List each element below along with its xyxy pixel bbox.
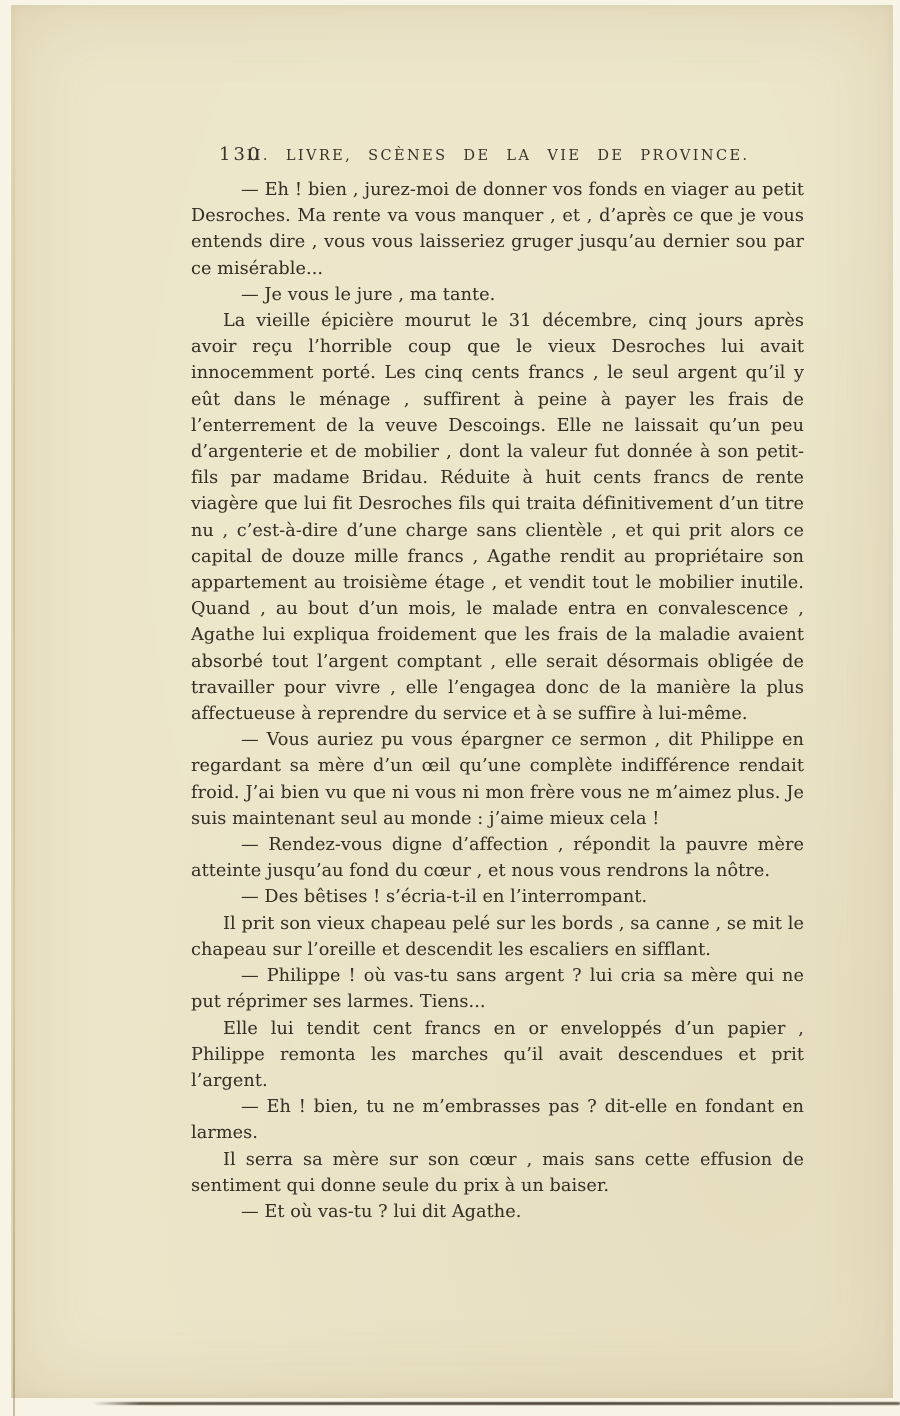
running-title: II. LIVRE, SCÈNES DE LA VIE DE PROVINCE. xyxy=(246,148,750,164)
text-block xyxy=(191,177,804,1225)
page-bottom-edge xyxy=(92,1402,900,1405)
paragraph-9: Elle lui tendit cent francs en or enveloppés d’un papier , Philippe remonta les marches qu’il avait descendues et prit l’argent. xyxy=(191,1018,804,1091)
paragraph-11: Il serra sa mère sur son cœur , mais sans cette effusion de sentiment qui donne seule du prix à un baiser. xyxy=(191,1149,804,1196)
paragraph-5: — Rendez-vous digne d’affection , répondit la pauvre mère atteinte jusqu’au fond du cœur , et nous vous rendrons la nôtre. xyxy=(191,835,804,882)
page-left-edge xyxy=(13,0,15,1416)
book-page xyxy=(11,5,893,1398)
paragraph-1: — Eh ! bien , jurez-moi de donner vos fonds en viager au petit Desroches. Ma rente va vous manquer , et , d’après ce que je vous entends dire , vous vous laisseriez gruger jusqu’au dernier sou par ce misérable... xyxy=(191,180,804,279)
paragraph-8: — Philippe ! où vas-tu sans argent ? lui cria sa mère qui ne put réprimer ses larmes. Tiens... xyxy=(191,966,804,1013)
paragraph-3: La vieille épicière mourut le 31 décembre, cinq jours après avoir reçu l’horrible coup que le vieux Desroches lui avait innocemment porté. Les cinq cents francs , le seul argent qu’il y eût dans le ménage , suffirent à peine à payer les frais de l’enterrement de la veuve Descoings. Elle ne laissait qu’un peu d’argenterie et de mobilier , dont la valeur fut donnée à son petit-fils par madame Bridau. Réduite à huit cents francs de rente viagère que lui fit Desroches fils qui traita définitivement d’un titre nu , c’est-à-dire d’une charge sans clientèle , et qui prit alors ce capital de douze mille francs , Agathe rendit au propriétaire son appartement au troisième étage , et vendit tout le mobilier inutile. Quand , au bout d’un mois, le malade entra en convalescence , Agathe lui expliqua froidement que les frais de la maladie avaient absorbé tout l’argent comptant , elle serait désormais obligée de travailler pour vivre , elle l’engagea donc de la manière la plus affectueuse à reprendre du service et à se suffire à lui-même. xyxy=(191,311,804,725)
paragraph-2: — Je vous le jure , ma tante. xyxy=(241,284,496,305)
paragraph-6: — Des bêtises ! s’écria-t-il en l’interrompant. xyxy=(241,887,648,908)
page-number: 130 xyxy=(219,144,263,165)
paragraph-4: — Vous auriez pu vous épargner ce sermon , dit Philippe en regardant sa mère d’un œil qu’une complète indifférence rendait froid. J’ai bien vu que ni vous ni mon frère vous ne m’aimez plus. Je suis maintenant seul au monde : j’aime mieux cela ! xyxy=(191,730,804,829)
paragraph-10: — Eh ! bien, tu ne m’embrasses pas ? dit-elle en fondant en larmes. xyxy=(191,1097,804,1144)
running-header xyxy=(191,145,805,169)
paragraph-7: Il prit son vieux chapeau pelé sur les bords , sa canne , se mit le chapeau sur l’oreille et descendit les escaliers en sifflant. xyxy=(191,913,804,960)
paragraph-12: — Et où vas-tu ? lui dit Agathe. xyxy=(241,1201,522,1222)
